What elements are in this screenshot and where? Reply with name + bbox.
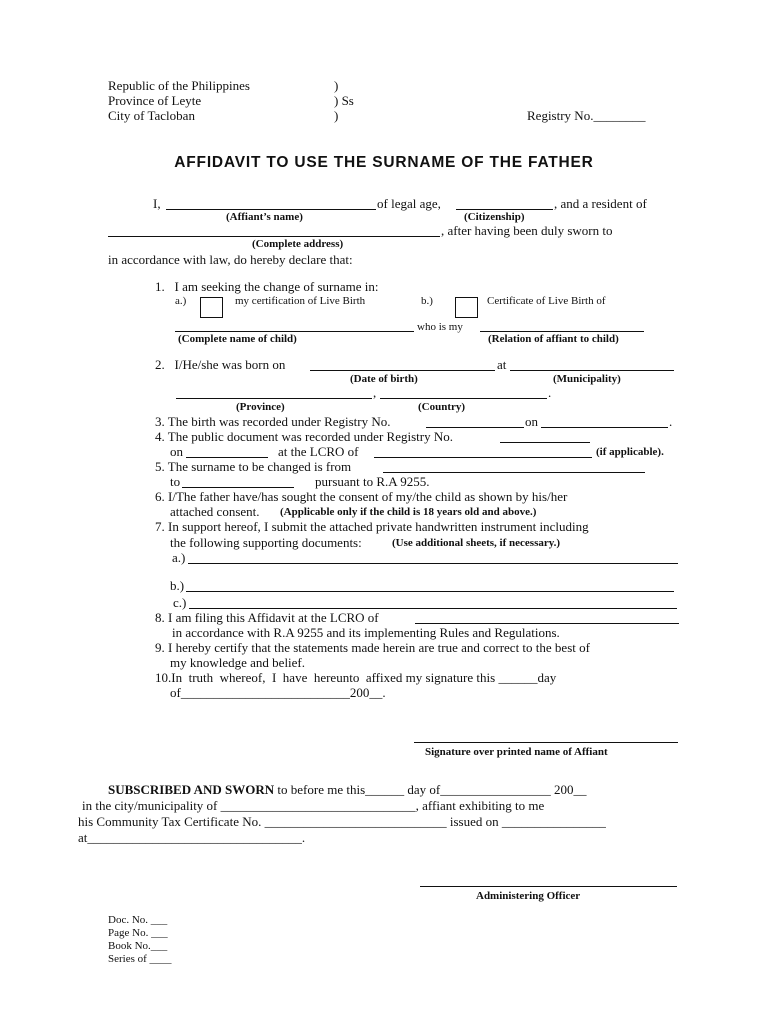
header-province: Province of Leyte: [108, 93, 202, 108]
doc-c-blank[interactable]: [189, 608, 677, 609]
item-7: 7. In support hereof, I submit the attached private handwritten instrument including: [155, 519, 589, 534]
address-caption: (Complete address): [252, 238, 344, 250]
item-5: 5. The surname to be changed is from: [155, 459, 352, 474]
public-doc-date-blank[interactable]: [186, 457, 268, 458]
who-is-my: who is my: [417, 321, 463, 333]
item-2: 2. I/He/she was born on: [155, 357, 286, 372]
item-5-to: to: [170, 474, 181, 489]
municipality-blank[interactable]: [510, 370, 674, 371]
item-3: 3. The birth was recorded under Registry No.: [155, 414, 391, 429]
intro-legal-age: of legal age,: [377, 196, 445, 211]
municipality-caption: (Municipality): [553, 373, 621, 385]
item-4-on: on: [170, 444, 183, 459]
doc-b-blank[interactable]: [186, 591, 674, 592]
filing-lcro-blank[interactable]: [415, 623, 679, 624]
registry-no-blank[interactable]: [426, 427, 524, 428]
if-applicable-note: (if applicable).: [596, 446, 664, 458]
item-3-on: on: [525, 414, 538, 429]
item-8: 8. I am filing this Affidavit at the LCRO of: [155, 610, 379, 625]
item-10: 10.In truth whereof, I have hereunto affixed my signature this ______day: [155, 670, 557, 685]
item-6-consent: attached consent.: [170, 504, 260, 519]
item-1: 1. I am seeking the change of surname in:: [155, 279, 379, 294]
child-name-caption: (Complete name of child): [178, 333, 297, 345]
sworn-line-3: his Community Tax Certificate No. ____________________________ issued on ________________: [78, 814, 606, 829]
live-birth-checkbox[interactable]: [200, 297, 223, 318]
item-6: 6. I/The father have/has sought the consent of my/the child as shown by his/her: [155, 489, 568, 504]
recorded-date-blank[interactable]: [541, 427, 668, 428]
dob-caption: (Date of birth): [350, 373, 418, 385]
sworn-heading: SUBSCRIBED AND SWORN: [108, 782, 275, 797]
header-paren-1: ): [334, 78, 339, 93]
item-2-at: at: [497, 357, 507, 372]
sworn-line-1: [108, 782, 586, 797]
item-8-rules: in accordance with R.A 9255 and its implementing Rules and Regulations.: [172, 625, 560, 640]
item-1-b-text: Certificate of Live Birth of: [487, 295, 606, 307]
sworn-line-2: in the city/municipality of ______________________________, affiant exhibiting to me: [82, 798, 545, 813]
doc-b-label: b.): [170, 578, 185, 593]
affiant-name-caption: (Affiant’s name): [226, 211, 303, 223]
certificate-checkbox[interactable]: [455, 297, 478, 318]
country-caption: (Country): [418, 401, 466, 413]
item-4-lcro: at the LCRO of: [278, 444, 359, 459]
date-of-birth-blank[interactable]: [310, 370, 495, 371]
affiant-signature-line[interactable]: [414, 742, 678, 743]
header-city: City of Tacloban: [108, 108, 195, 123]
item-2-period: .: [548, 385, 552, 400]
item-1-b-label: b.): [421, 295, 433, 307]
province-caption: (Province): [236, 401, 285, 413]
item-5-pursuant: pursuant to R.A 9255.: [315, 474, 430, 489]
sworn-line-1-text: to before me this______ day of_________________ 200__: [274, 782, 587, 797]
header-republic: Republic of the Philippines: [108, 78, 250, 93]
item-1-a-text: my certification of Live Birth: [235, 295, 366, 307]
relation-caption: (Relation of affiant to child): [488, 333, 619, 345]
item-6-note: (Applicable only if the child is 18 years old and above.): [280, 506, 537, 518]
document-title: AFFIDAVIT TO USE THE SURNAME OF THE FATHER: [174, 154, 594, 171]
item-9-belief: my knowledge and belief.: [170, 655, 306, 670]
book-no: Book No.___: [108, 940, 168, 952]
surname-to-blank[interactable]: [182, 487, 294, 488]
citizenship-caption: (Citizenship): [464, 211, 525, 223]
intro-i: I,: [153, 196, 164, 211]
doc-a-blank[interactable]: [188, 563, 678, 564]
surname-from-blank[interactable]: [383, 472, 645, 473]
item-7-note: (Use additional sheets, if necessary.): [392, 537, 561, 549]
header-paren-ss: ) Ss: [334, 93, 354, 108]
item-3-end: .: [669, 414, 673, 429]
sworn-line-4: at_________________________________.: [78, 830, 306, 845]
affiant-signature-caption: Signature over printed name of Affiant: [425, 746, 608, 758]
intro-resident: , and a resident of: [554, 196, 647, 211]
public-doc-registry-blank[interactable]: [500, 442, 590, 443]
page-no: Page No. ___: [108, 927, 168, 939]
officer-signature-line[interactable]: [420, 886, 677, 887]
doc-a-label: a.): [172, 550, 186, 565]
country-blank[interactable]: [380, 398, 547, 399]
doc-c-label: c.): [173, 595, 187, 610]
item-10-date: of__________________________200__.: [170, 685, 386, 700]
item-9: 9. I hereby certify that the statements made herein are true and correct to the best of: [155, 640, 590, 655]
lcro-of-blank[interactable]: [374, 457, 592, 458]
item-1-a-label: a.): [175, 295, 187, 307]
registry-no: Registry No.________: [527, 108, 646, 123]
officer-caption: Administering Officer: [476, 890, 581, 902]
intro-declare: in accordance with law, do hereby declare that:: [108, 252, 353, 267]
series-of: Series of ____: [108, 953, 172, 965]
intro-sworn: , after having been duly sworn to: [441, 223, 613, 238]
item-2-comma: ,: [373, 385, 377, 400]
doc-no: Doc. No. ___: [108, 914, 168, 926]
item-7-documents: the following supporting documents:: [170, 535, 362, 550]
item-4: 4. The public document was recorded under Registry No.: [155, 429, 453, 444]
province-blank[interactable]: [176, 398, 372, 399]
header-paren-3: ): [334, 108, 339, 123]
